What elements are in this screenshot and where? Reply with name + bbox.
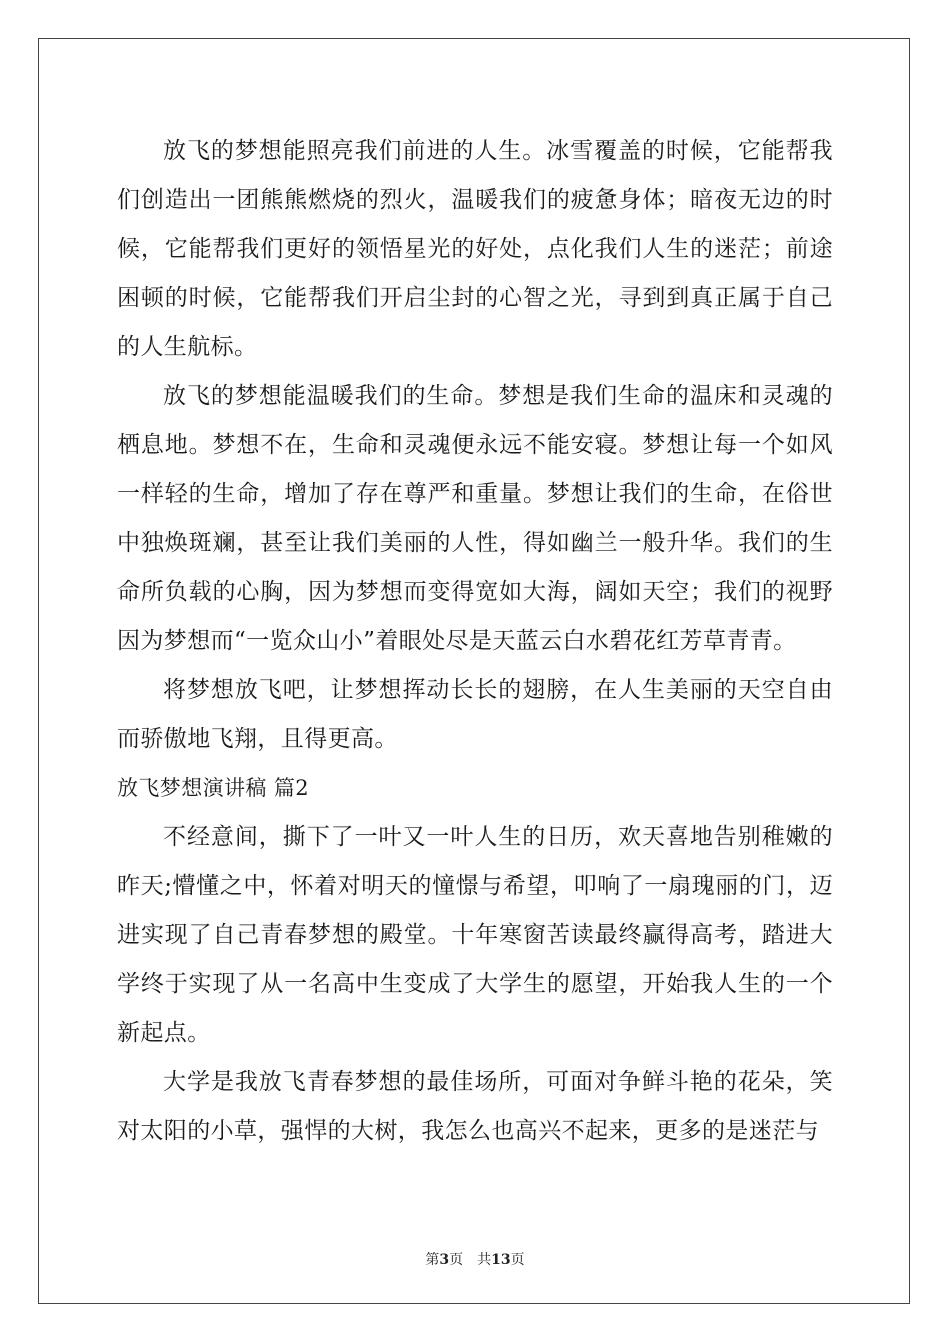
total-prefix: 共 [477,1252,492,1268]
paragraph-1: 放飞的梦想能照亮我们前进的人生。冰雪覆盖的时候，它能帮我们创造出一团熊熊燃烧的烈火，温暖我们的疲惫身体；暗夜无边的时候，它能帮我们更好的领悟星光的好处，点化我们人生的迷茫；前途困顿的时候，它能帮我们开启尘封的心智之光，寻到到真正属于自己的人生航标。 [117,138,833,360]
document-body [117,127,833,1156]
page-footer [0,1249,950,1269]
paragraph-3: 将梦想放飞吧，让梦想挥动长长的翅膀，在人生美丽的天空自由而骄傲地飞翔，且得更高。 [117,677,833,752]
total-suffix: 页 [510,1252,525,1268]
page-suffix: 页 [449,1252,464,1268]
section-heading: 放飞梦想演讲稿 篇2 [117,776,310,800]
total-pages: 13 [491,1252,511,1268]
page-prefix: 第 [425,1252,440,1268]
page-number: 3 [439,1252,450,1268]
paragraph-4: 不经意间，撕下了一叶又一叶人生的日历，欢天喜地告别稚嫩的昨天;懵懂之中，怀着对明天的憧憬与希望，叩响了一扇瑰丽的门，迈进实现了自己青春梦想的殿堂。十年寒窗苦读最终赢得高考，踏进大学终于实现了从一名高中生变成了大学生的愿望，开始我人生的一个新起点。 [117,824,833,1046]
paragraph-2: 放飞的梦想能温暖我们的生命。梦想是我们生命的温床和灵魂的栖息地。梦想不在，生命和灵魂便永远不能安寝。梦想让每一个如风一样轻的生命，增加了存在尊严和重量。梦想让我们的生命，在俗世中独焕斑斓，甚至让我们美丽的人性，得如幽兰一般升华。我们的生命所负载的心胸，因为梦想而变得宽如大海，阔如天空；我们的视野因为梦想而“一览众山小”着眼处尽是天蓝云白水碧花红芳草青青。 [117,383,833,654]
paragraph-5: 大学是我放飞青春梦想的最佳场所，可面对争鲜斗艳的花朵，笑对太阳的小草，强悍的大树，我怎么也高兴不起来，更多的是迷茫与 [117,1069,833,1144]
